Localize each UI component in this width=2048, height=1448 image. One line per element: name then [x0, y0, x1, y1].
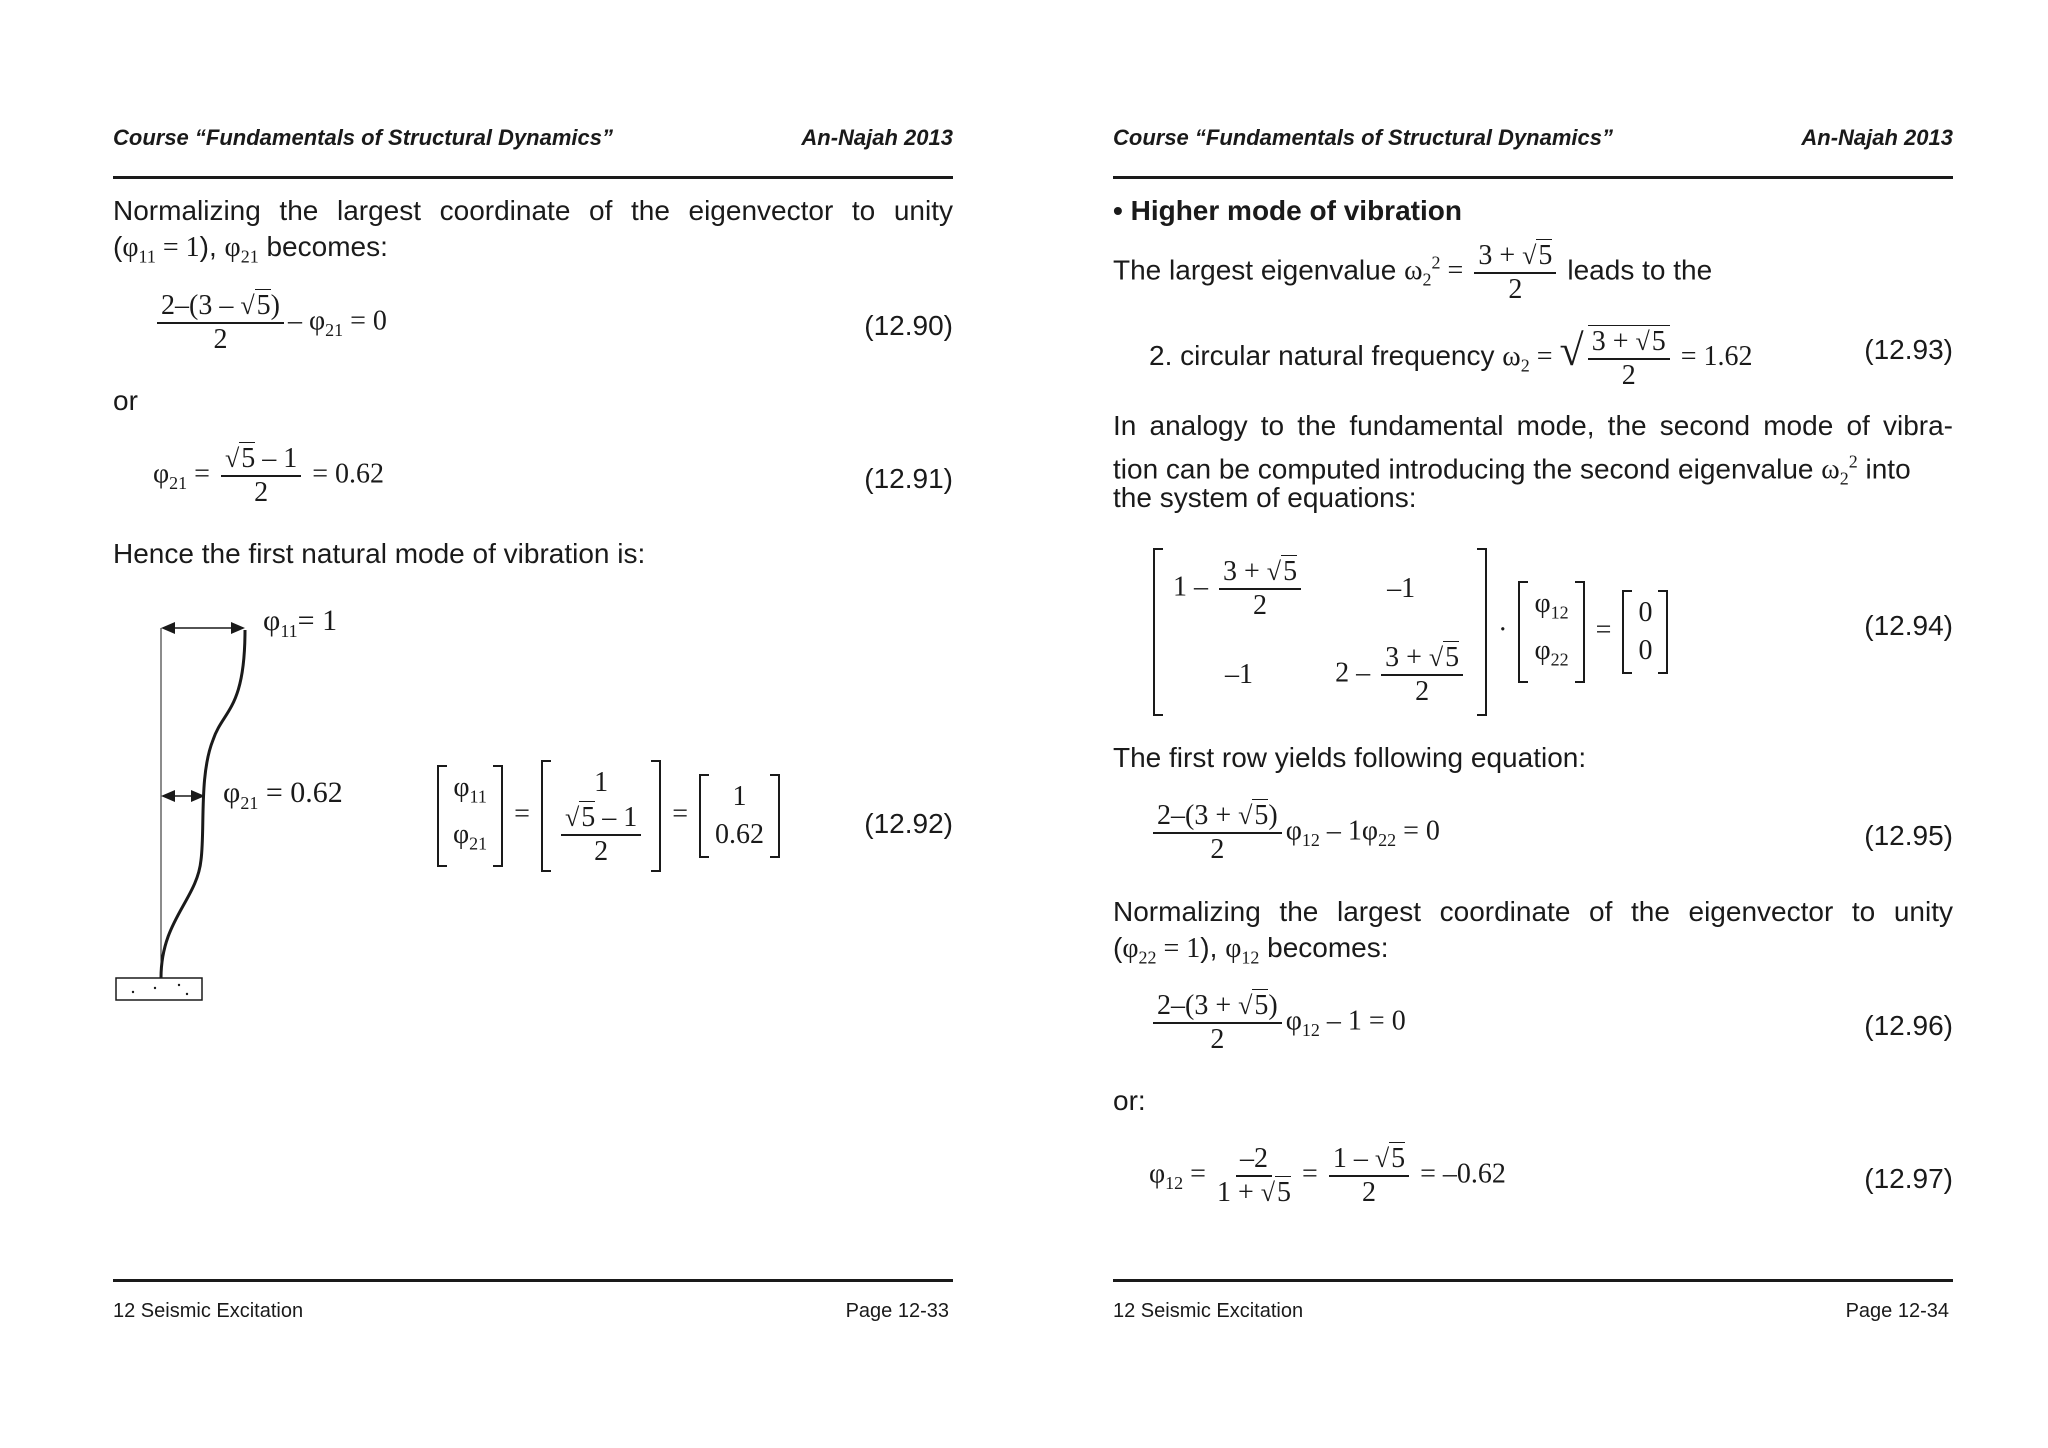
header-place-year: An-Najah 2013: [1801, 125, 1953, 150]
header-rule: [113, 176, 953, 179]
footer-rule: [1113, 1279, 1953, 1282]
stiffness-matrix: 1 – $\frac{3 + √5}{2}$ –1 –1 2 – $\frac{3 + √5}{2}$: [1153, 548, 1487, 716]
right-page: [1113, 0, 1953, 1448]
equation-12-94: 1 – $\frac{3 + √5}{2}$ –1 –1 2 – $\frac{3 + √5}{2}$ · $\varphi_{12}$ $\varphi_{22}$ = 0 0: [1149, 548, 1672, 716]
vector-numeric: 1 0.62: [699, 774, 780, 858]
paragraph-normalizing-line2: $(\varphi_{11} = 1)$, $\varphi_{21}$ becomes:: [113, 231, 388, 267]
paragraph-normalizing-line2: $(\varphi_{22} = 1)$, $\varphi_{12}$ becomes:: [1113, 932, 1389, 968]
equation-12-96: $\frac{2-(3 + √5)}{2}$ $\varphi_{12} - 1 = 0$: [1149, 990, 1406, 1056]
page-number: Page 12-33: [845, 1300, 949, 1322]
paragraph-analogy-line2: tion can be computed introducing the second eigenvalue $\omega_2^2$ into: [1113, 452, 1911, 489]
label-phi11: $\varphi_{11}= 1$: [263, 604, 338, 641]
zero-vector: 0 0: [1622, 590, 1668, 674]
paragraph-normalizing: Normalizing the largest coordinate of the eigenvector to unity: [1113, 896, 1953, 927]
header-place-year: An-Najah 2013: [801, 125, 953, 150]
course-title: Course “Fundamentals of Structural Dynamics”: [1113, 125, 1613, 150]
page-number: Page 12-34: [1845, 1300, 1949, 1322]
label-phi21: $\varphi_{21} = 0.62$: [223, 776, 343, 813]
paragraph-largest-eigenvalue: The largest eigenvalue $\omega_2^2$ = $\frac{3 + √5}{2}$ leads to the: [1113, 239, 1713, 305]
equation-12-93: 2. circular natural frequency $\omega_2$ = √ $\frac{3 + √5}{2}$ = 1.62: [1149, 326, 1753, 392]
course-title: Course “Fundamentals of Structural Dynamics”: [113, 125, 613, 150]
vector-symbolic: 1 $\frac{√5 - 1}{2}$: [541, 760, 661, 872]
equation-number: (12.92): [864, 808, 953, 839]
chapter-label: 12 Seismic Excitation: [1113, 1300, 1304, 1322]
equation-12-90: $\frac{2-(3 - √5)}{2}$ – $\varphi_{21} = 0$: [153, 290, 387, 356]
arrow-head-icon: [161, 622, 175, 634]
equation-number: (12.96): [1864, 1010, 1953, 1041]
equation-number: (12.94): [1864, 610, 1953, 641]
text-first-row: The first row yields following equation:: [1113, 742, 1587, 773]
equation-number: (12.95): [1864, 820, 1953, 851]
equation-12-92: $\varphi_{11}$ $\varphi_{21}$ = 1 $\frac{√5 - 1}{2}$ = 1 0.62: [433, 760, 784, 872]
left-page: [113, 0, 953, 1448]
equation-12-95: $\frac{2-(3 + √5)}{2}$ $\varphi_{12} - 1\varphi_{22} = 0$: [1149, 800, 1440, 866]
equation-number: (12.97): [1864, 1163, 1953, 1194]
text-or: or:: [1113, 1085, 1146, 1116]
chapter-label: 12 Seismic Excitation: [113, 1300, 304, 1322]
equation-12-97: $\varphi_{12}$ = $\frac{-2}{1 + √5}$ = $\frac{1 - √5}{2}$ = –0.62: [1149, 1143, 1506, 1208]
footer-rule: [113, 1279, 953, 1282]
arrow-head-icon: [161, 790, 175, 802]
equation-number: (12.90): [864, 310, 953, 341]
vector-phi: $\varphi_{11}$ $\varphi_{21}$: [437, 765, 503, 866]
equation-number: (12.93): [1864, 334, 1953, 365]
text-hence: Hence the first natural mode of vibration is:: [113, 538, 646, 569]
header-rule: [1113, 176, 1953, 179]
arrow-head-icon: [231, 622, 245, 634]
paragraph-normalizing: Normalizing the largest coordinate of the eigenvector to unity: [113, 195, 953, 226]
equation-number: (12.91): [864, 463, 953, 494]
page-header: [1113, 125, 1953, 155]
vector-phi: $\varphi_{12}$ $\varphi_{22}$: [1518, 581, 1584, 682]
text-or: or: [113, 385, 138, 416]
equation-12-91: $\varphi_{21}$ = $\frac{√5 - 1}{2}$ = 0.62: [153, 443, 385, 508]
section-heading: • Higher mode of vibration: [1113, 195, 1462, 226]
paragraph-analogy-line3: the system of equations:: [1113, 482, 1417, 513]
fixed-base-support: [116, 978, 202, 1000]
page-header: [113, 125, 953, 155]
paragraph-analogy-line1: In analogy to the fundamental mode, the second mode of vibra-: [1113, 410, 1953, 441]
